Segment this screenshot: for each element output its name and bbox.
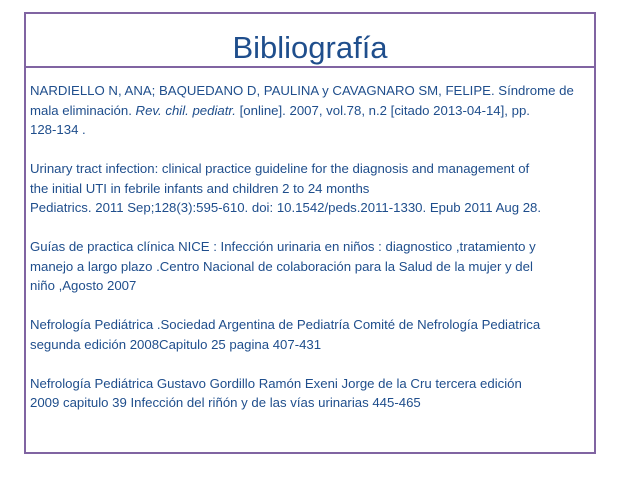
reference-line: manejo a largo plazo .Centro Nacional de colaboración para la Salud de la mujer y del	[30, 258, 533, 274]
title-box	[24, 12, 596, 68]
reference-line: 2009 capitulo 39 Infección del riñón y de las vías urinarias 445-465	[30, 395, 421, 410]
reference-line: Nefrología Pediátrica Gustavo Gordillo Ramón Exeni Jorge de la Cru tercera edición	[30, 375, 522, 391]
reference-line: Nefrología Pediátrica .Sociedad Argentina de Pediatría Comité de Nefrología Pediatrica	[30, 317, 541, 332]
reference-4	[30, 315, 590, 354]
reference-1	[30, 81, 590, 140]
reference-line: 128-134 .	[30, 122, 86, 137]
reference-line: niño ,Agosto 2007	[30, 278, 137, 293]
slide-title: Bibliografía	[232, 30, 388, 65]
reference-line: Urinary tract infection: clinical practice guideline for the diagnosis and management of	[30, 161, 530, 176]
reference-line: Guías de practica clínica NICE : Infección urinaria en niños : diagnostico ,tratamiento y	[30, 239, 536, 254]
reference-line: the initial UTI in febrile infants and children 2 to 24 months	[30, 180, 370, 196]
reference-3	[30, 237, 590, 296]
reference-line: Pediatrics. 2011 Sep;128(3):595-610. doi: 10.1542/peds.2011-1330. Epub 2011 Aug 28.	[30, 200, 542, 215]
reference-line: NARDIELLO N, ANA; BAQUEDANO D, PAULINA y CAVAGNARO SM, FELIPE. Síndrome de	[30, 83, 574, 98]
journal-name: Rev. chil. pediatr.	[135, 102, 236, 118]
reference-2	[30, 159, 590, 218]
reference-line: segunda edición 2008Capitulo 25 pagina 407-431	[30, 336, 322, 352]
reference-5	[30, 374, 590, 413]
references-box	[24, 68, 596, 454]
reference-line: mala eliminación. Rev. chil. pediatr. [online]. 2007, vol.78, n.2 [citado 2013-04-14], pp.	[30, 102, 530, 118]
